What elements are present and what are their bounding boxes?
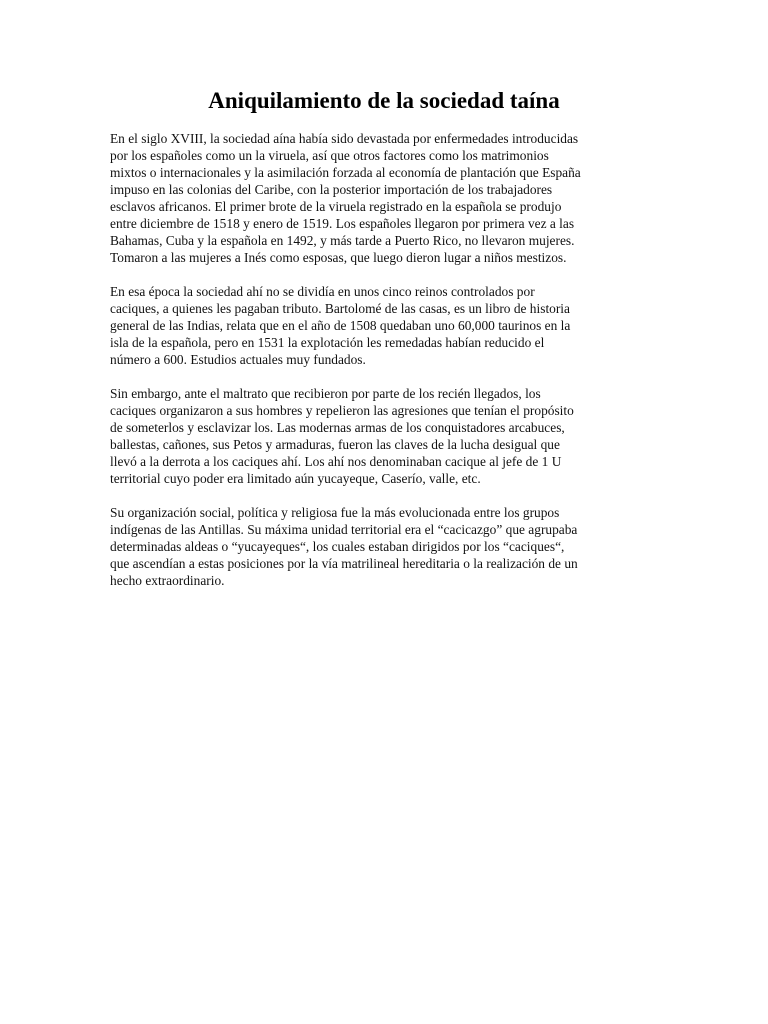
text-line: indígenas de las Antillas. Su máxima unidad territorial era el “cacicazgo” que agrupaba [110, 522, 578, 537]
document-title: Aniquilamiento de la sociedad taína [208, 88, 560, 113]
text-line: por los españoles como un la viruela, así que otros factores como los matrimonios [110, 148, 549, 163]
text-line: Sin embargo, ante el maltrato que recibieron por parte de los recién llegados, los [110, 386, 541, 401]
text-line: Su organización social, política y religiosa fue la más evolucionada entre los grupos [110, 505, 560, 520]
text-line: esclavos africanos. El primer brote de la viruela registrado en la española se produjo [110, 199, 562, 214]
text-line: entre diciembre de 1518 y enero de 1519. Los españoles llegaron por primera vez a las [110, 216, 575, 231]
text-line: caciques organizaron a sus hombres y repelieron las agresiones que tenían el propósito [110, 403, 574, 418]
text-line: impuso en las colonias del Caribe, con la posterior importación de los trabajadores [110, 182, 553, 197]
text-line: determinadas aldeas o “yucayeques“, los cuales estaban dirigidos por los “caciques“, [110, 539, 565, 554]
document-body [110, 130, 658, 606]
text-line: ballestas, cañones, sus Petos y armaduras, fueron las claves de la lucha desigual que [110, 437, 560, 452]
text-line: número a 600. Estudios actuales muy fundados. [110, 352, 366, 367]
text-line: que ascendían a estas posiciones por la vía matrilineal hereditaria o la realización de un [110, 556, 578, 571]
text-line: En el siglo XVIII, la sociedad aína había sido devastada por enfermedades introducidas [110, 131, 579, 146]
text-line: En esa época la sociedad ahí no se dividía en unos cinco reinos controlados por [110, 284, 535, 299]
text-line: isla de la española, pero en 1531 la explotación les remedadas habían reducido el [110, 335, 545, 350]
text-line: mixtos o internacionales y la asimilación forzada al economía de plantación que España [110, 165, 581, 180]
text-line: caciques, a quienes les pagaban tributo. Bartolomé de las casas, es un libro de historia [110, 301, 570, 316]
text-line: llevó a la derrota a los caciques ahí. Los ahí nos denominaban cacique al jefe de 1 U [110, 454, 562, 469]
paragraph-2 [110, 283, 658, 368]
text-line: territorial cuyo poder era limitado aún yucayeque, Caserío, valle, etc. [110, 471, 481, 486]
text-line: Tomaron a las mujeres a Inés como esposas, que luego dieron lugar a niños mestizos. [110, 250, 567, 265]
paragraph-1 [110, 130, 658, 266]
text-line: Bahamas, Cuba y la española en 1492, y más tarde a Puerto Rico, no llevaron mujeres. [110, 233, 575, 248]
text-line: general de las Indias, relata que en el año de 1508 quedaban uno 60,000 taurinos en la [110, 318, 571, 333]
paragraph-4 [110, 504, 658, 589]
paragraph-3 [110, 385, 658, 487]
text-line: de someterlos y esclavizar los. Las modernas armas de los conquistadores arcabuces, [110, 420, 565, 435]
text-line: hecho extraordinario. [110, 573, 225, 588]
